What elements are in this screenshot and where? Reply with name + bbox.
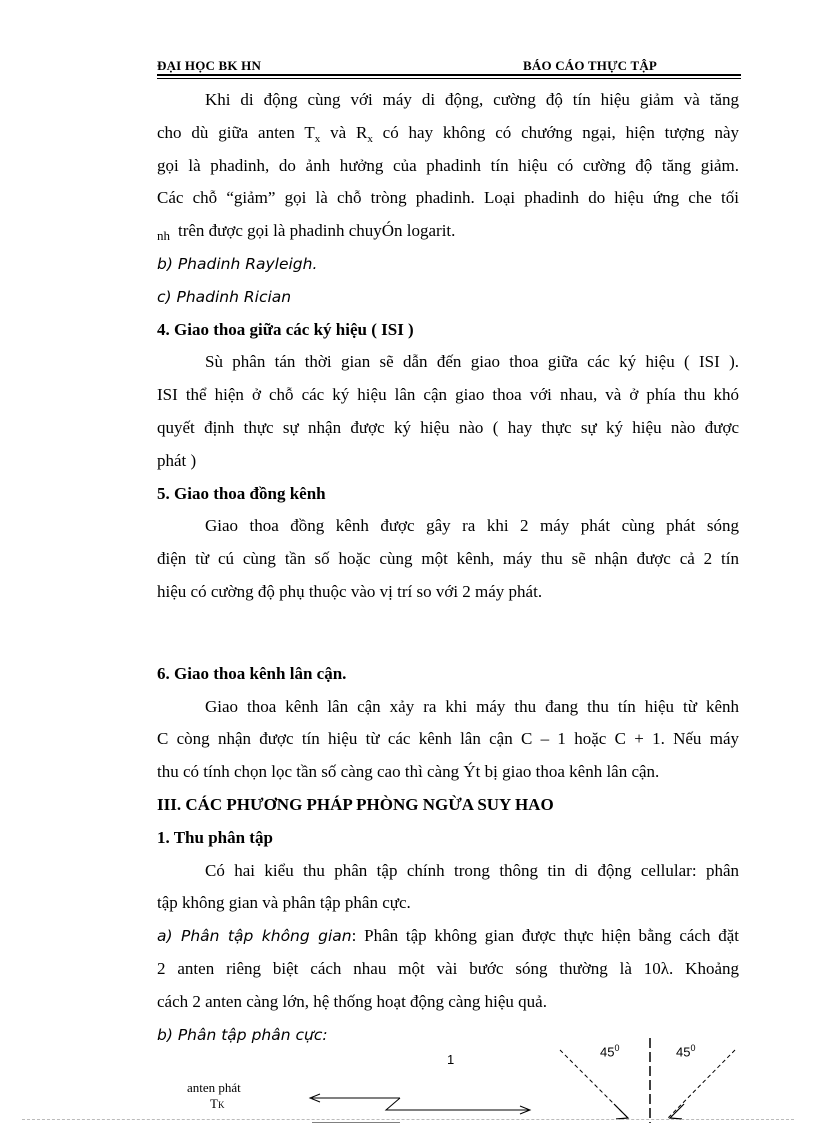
header-left: ĐẠI HỌC BK HN <box>157 58 262 73</box>
paragraph-line: Có hai kiểu thu phân tập chính trong thông tin di động cellular: phân <box>205 860 739 880</box>
tx-letter: T <box>210 1096 218 1111</box>
subscript: x <box>367 132 373 145</box>
dashed-antenna-right <box>668 1050 735 1118</box>
spacer <box>157 609 739 658</box>
text-run: và R <box>320 122 368 142</box>
paragraph-line: Giao thoa kênh lân cận xảy ra khi máy thu đang thu tín hiệu từ kênh <box>205 696 739 716</box>
text-run: có hay không có chướng ngại, hiện tượng này <box>372 122 739 142</box>
paragraph-line: gọi là phadinh, do ảnh hưởng của phadinh tín hiệu có cường độ tăng giảm. <box>157 155 739 175</box>
paragraph-line: ISI thể hiện ở chỗ các ký hiệu lân cận giao thoa với nhau, và ở phía thu khó <box>157 385 739 405</box>
italic-term: a) Phân tập không gian <box>157 927 352 946</box>
label-1: 1 <box>447 1052 455 1067</box>
paragraph-line: thu có tính chọn lọc tần số càng cao thì càng Ýt bị giao thoa kênh lân cận. <box>157 762 660 782</box>
angle-value: 45 <box>600 1044 615 1060</box>
paragraph-line: C còng nhận được tín hiệu từ các kênh lân cận C – 1 hoặc C + 1. Nếu máy <box>157 729 739 749</box>
tx-antenna-label: anten phát <box>187 1080 241 1095</box>
document-body <box>157 84 739 1051</box>
paragraph-line: Khi di động cùng với máy di động, cường độ tín hiệu giảm và tăng <box>205 90 739 109</box>
paragraph-line: điện từ cú cùng tần số hoặc cùng một kênh, máy thu sẽ nhận được cả 2 tín <box>157 549 739 569</box>
paragraph-line: Sù phân tán thời gian sẽ dẫn đến giao thoa giữa các ký hiệu ( ISI ). <box>205 352 739 372</box>
list-item: b) Phadinh Rayleigh. <box>157 254 318 273</box>
paragraph-line: phát ) <box>157 450 197 470</box>
section-heading: 6. Giao thoa kênh lân cận. <box>157 663 347 683</box>
paragraph-line: Các chỗ “giảm” gọi là chỗ tròng phadinh. Loại phadinh do hiệu ứng che tối <box>157 188 739 208</box>
tx-subscript: K <box>217 1100 225 1110</box>
header-rule-thick <box>157 74 741 76</box>
degree-mark: 0 <box>614 1043 620 1053</box>
small-fragment: nh <box>157 228 170 244</box>
angle-right-label <box>676 1043 695 1059</box>
arrowhead-left <box>614 1104 628 1119</box>
paragraph-line <box>157 117 739 150</box>
header-right: BÁO CÁO THỰC TẬP <box>523 58 658 73</box>
text-run: : Phân tập không gian được thực hiện bằng cách đặt <box>351 926 739 946</box>
subscript: x <box>314 132 321 145</box>
page-bottom-rule <box>22 1119 794 1120</box>
paragraph-line: hiệu có cường độ phụ thuộc vào vị trí so với 2 máy phát. <box>157 581 543 601</box>
paragraph-line: quyết định thực sự nhận được ký hiệu nào ( hay thực sự ký hiệu nào được <box>157 417 739 437</box>
paragraph-line <box>157 920 739 953</box>
section-heading: 4. Giao thoa giữa các ký hiệu ( ISI ) <box>157 319 414 339</box>
degree-mark: 0 <box>690 1043 696 1053</box>
header-rule-thin <box>157 78 741 79</box>
paragraph-line: Giao thoa đồng kênh được gây ra khi 2 máy phát cùng phát sóng <box>205 516 739 536</box>
paragraph-line: 2 anten riêng biệt cách nhau một vài bước sóng thường là 10λ. Khoảng <box>157 958 739 978</box>
section-heading: 1. Thu phân tập <box>157 827 273 847</box>
section-heading: 5. Giao thoa đồng kênh <box>157 483 326 503</box>
polarization-diagram <box>0 1030 816 1123</box>
list-item: c) Phadinh Rician <box>157 287 292 306</box>
text-run: cho dù giữa anten T <box>157 122 315 142</box>
paragraph-line <box>157 215 739 248</box>
list-item: b) Phân tập phân cực: <box>157 1025 328 1044</box>
arrowhead-right <box>670 1104 684 1119</box>
text-run: trên được gọi là phadinh chuyÓn logarit. <box>178 221 456 241</box>
paragraph-line: cách 2 anten càng lớn, hệ thống hoạt động càng hiệu quả. <box>157 991 547 1011</box>
tx-symbol <box>210 1096 224 1112</box>
paragraph-line: tập không gian và phân tập phân cực. <box>157 893 411 913</box>
wave-line-bottom <box>386 1098 530 1110</box>
chapter-heading: III. CÁC PHƯƠNG PHÁP PHÒNG NGỪA SUY HAO <box>157 794 554 814</box>
angle-left-label <box>600 1043 619 1059</box>
angle-value: 45 <box>676 1044 691 1060</box>
